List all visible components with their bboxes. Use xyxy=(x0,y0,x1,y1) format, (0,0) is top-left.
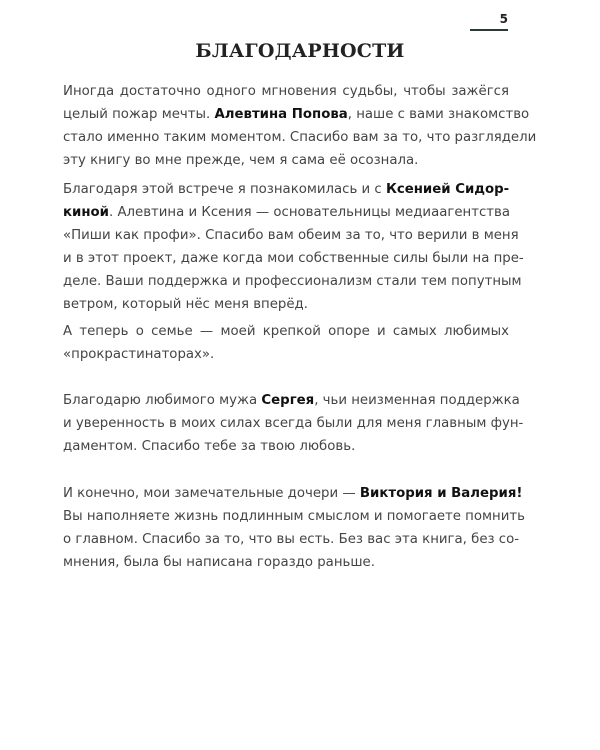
page-number-rule xyxy=(470,29,508,31)
bold-name: Виктория и Валерия! xyxy=(359,486,523,501)
text-segment: мнения, была бы написана гораздо раньше. xyxy=(63,555,375,570)
text-segment: , чьи неизменная поддержка xyxy=(314,393,520,408)
text-line xyxy=(63,530,520,550)
text-segment: даментом. Спасибо тебе за твою любовь. xyxy=(63,439,356,454)
page-number: 5 xyxy=(499,12,508,26)
text-line xyxy=(63,345,509,365)
text-segment: ветром, который нёс меня вперёд. xyxy=(63,297,308,312)
text-line xyxy=(63,553,509,573)
text-line xyxy=(63,507,525,527)
text-segment: Благодаря этой встрече я познакомилась и с xyxy=(63,182,386,197)
text-line xyxy=(63,249,524,269)
text-segment: о главном. Спасибо за то, что вы есть. Без вас эта книга, без со- xyxy=(63,532,520,547)
text-line xyxy=(63,272,522,292)
text-line xyxy=(63,151,509,171)
text-line xyxy=(63,105,530,125)
text-segment: целый пожар мечты. xyxy=(63,107,215,122)
text-line xyxy=(63,82,509,102)
text-line xyxy=(63,226,519,246)
text-line xyxy=(63,203,509,223)
bold-name: киной xyxy=(63,205,109,220)
text-segment: , наше с вами знакомство xyxy=(347,107,530,122)
bold-name: Сергея xyxy=(261,393,315,408)
text-segment: Иногда достаточно одного мгновения судьбы, чтобы зажёгся xyxy=(63,84,509,99)
bold-name: Алевтина Попова xyxy=(214,107,348,122)
text-segment: Вы наполняете жизнь подлинным смыслом и помогаете помнить xyxy=(63,509,525,524)
text-line xyxy=(63,128,537,148)
page-title: БЛАГОДАРНОСТИ xyxy=(195,40,405,62)
text-segment: «прокрастинаторах». xyxy=(63,347,215,362)
text-segment: и уверенность в моих силах всегда были для меня главным фун- xyxy=(63,416,524,431)
text-segment: эту книгу во мне прежде, чем я сама её осознала. xyxy=(63,153,419,168)
text-segment: деле. Ваши поддержка и профессионализм стали тем попутным xyxy=(63,274,522,289)
text-segment: И конечно, мои замечательные дочери — xyxy=(63,486,360,501)
text-line xyxy=(63,391,520,411)
text-line xyxy=(63,180,509,200)
text-line xyxy=(63,437,509,457)
text-segment: А теперь о семье — моей крепкой опоре и самых любимых xyxy=(63,324,509,339)
text-segment: и в этот проект, даже когда мои собственные силы были на пре- xyxy=(63,251,524,266)
text-segment: Благодарю любимого мужа xyxy=(63,393,262,408)
text-line xyxy=(63,295,509,315)
text-line xyxy=(63,484,523,504)
text-segment: стало именно таким моментом. Спасибо вам за то, что разглядели xyxy=(63,130,537,145)
text-segment: . Алевтина и Ксения — основательницы медиаагентства xyxy=(108,205,511,220)
text-segment: «Пиши как профи». Спасибо вам обеим за то, что верили в меня xyxy=(63,228,519,243)
bold-name: Ксенией Сидор- xyxy=(385,182,510,197)
text-line xyxy=(63,322,509,342)
text-line xyxy=(63,414,524,434)
